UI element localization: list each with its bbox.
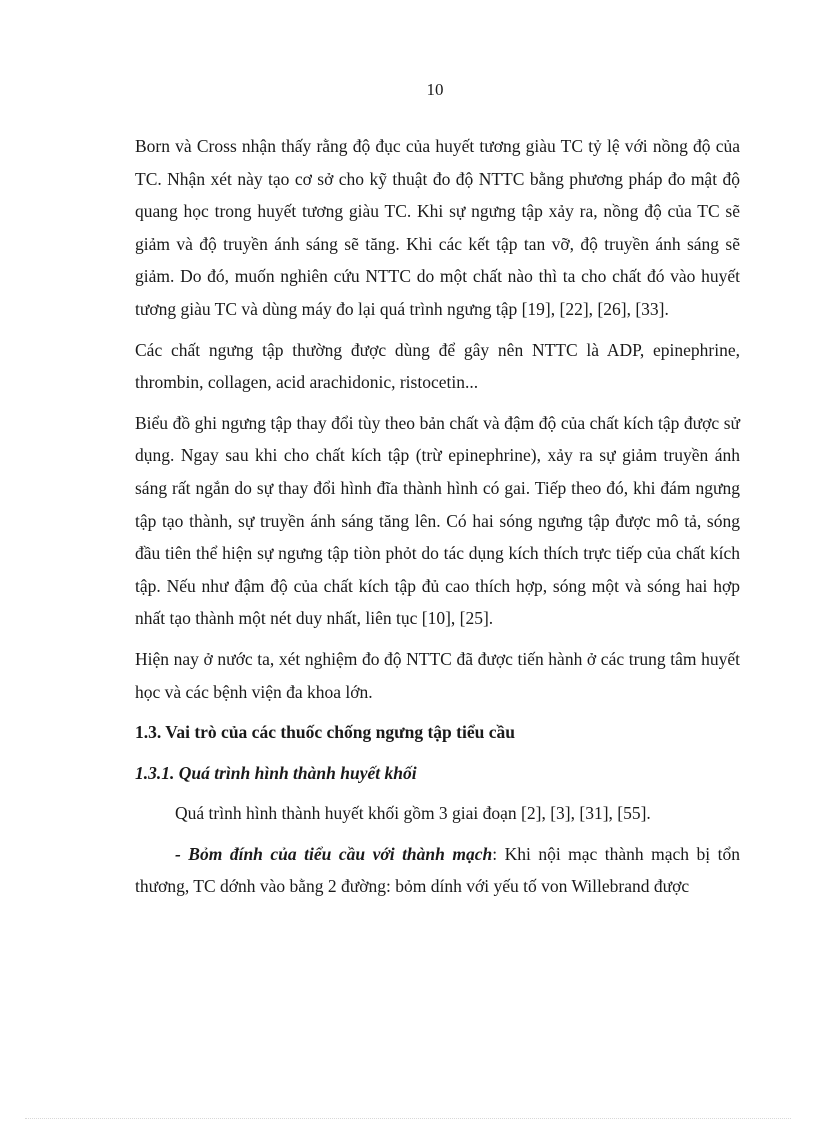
document-body [135, 130, 740, 911]
paragraph-platelet-adhesion [135, 838, 740, 903]
paragraph-aggregation-curve: Biểu đồ ghi ngưng tập thay đổi tùy theo bản chất và đậm độ của chất kích tập được sử dụng. Ngay sau khi cho chất kích tập (trừ epinephrine), xảy ra sự giảm truyền ánh sáng rất ngắn do sự thay đổi hình đĩa thành hình có gai. Tiếp theo đó, khi đám ngưng tập tạo thành, sự truyền ánh sáng tăng lên. Có hai sóng ngưng tập được mô tả, sóng đầu tiên thể hiện sự ngưng tập tiòn phỏt do tác dụng kích thích trực tiếp của chất kích tập. Nếu như đậm độ của chất kích tập đủ cao thích hợp, sóng một và sóng hai hợp nhất tạo thành một nét duy nhất, liên tục [10], [25]. [135, 412, 740, 629]
paragraph-aggregating-agents: Các chất ngưng tập thường được dùng để gây nên NTTC là ADP, epinephrine, thrombin, collagen, acid arachidonic, ristocetin... [135, 339, 740, 393]
section-heading-1-3: 1.3. Vai trò của các thuốc chống ngưng tập tiểu cầu [135, 722, 515, 743]
adhesion-text: : Khi nội mạc thành mạch bị tổn thương, TC dớnh vào bằng 2 đường: bỏm dính với yếu tố von Willebrand được [135, 843, 740, 897]
paragraph-thrombus-stages: Quá trình hình thành huyết khối gồm 3 giai đoạn [2], [3], [31], [55]. [175, 803, 651, 824]
page-bottom-divider [25, 1118, 791, 1119]
subsection-heading-1-3-1: 1.3.1. Quá trình hình thành huyết khối [135, 762, 417, 783]
page-number: 10 [426, 80, 444, 99]
adhesion-lead-in: - Bỏm đính của tiểu cầu với thành mạch [175, 843, 493, 864]
paragraph-born-cross: Born và Cross nhận thấy rằng độ đục của huyết tương giàu TC tỷ lệ với nồng độ của TC. Nhận xét này tạo cơ sở cho kỹ thuật đo độ NTTC bằng phương pháp đo mật độ quang học trong huyết tương giàu TC. Khi sự ngưng tập xảy ra, nồng độ của TC sẽ giảm và độ truyền ánh sáng sẽ tăng. Khi các kết tập tan vỡ, độ truyền ánh sáng sẽ giảm. Do đó, muốn nghiên cứu NTTC do một chất nào thì ta cho chất đó vào huyết tương giàu TC và dùng máy đo lại quá trình ngưng tập [19], [22], [26], [33]. [135, 136, 740, 319]
paragraph-vietnam-testing: Hiện nay ở nước ta, xét nghiệm đo độ NTTC đã được tiến hành ở các trung tâm huyết học và các bệnh viện đa khoa lớn. [135, 648, 740, 702]
